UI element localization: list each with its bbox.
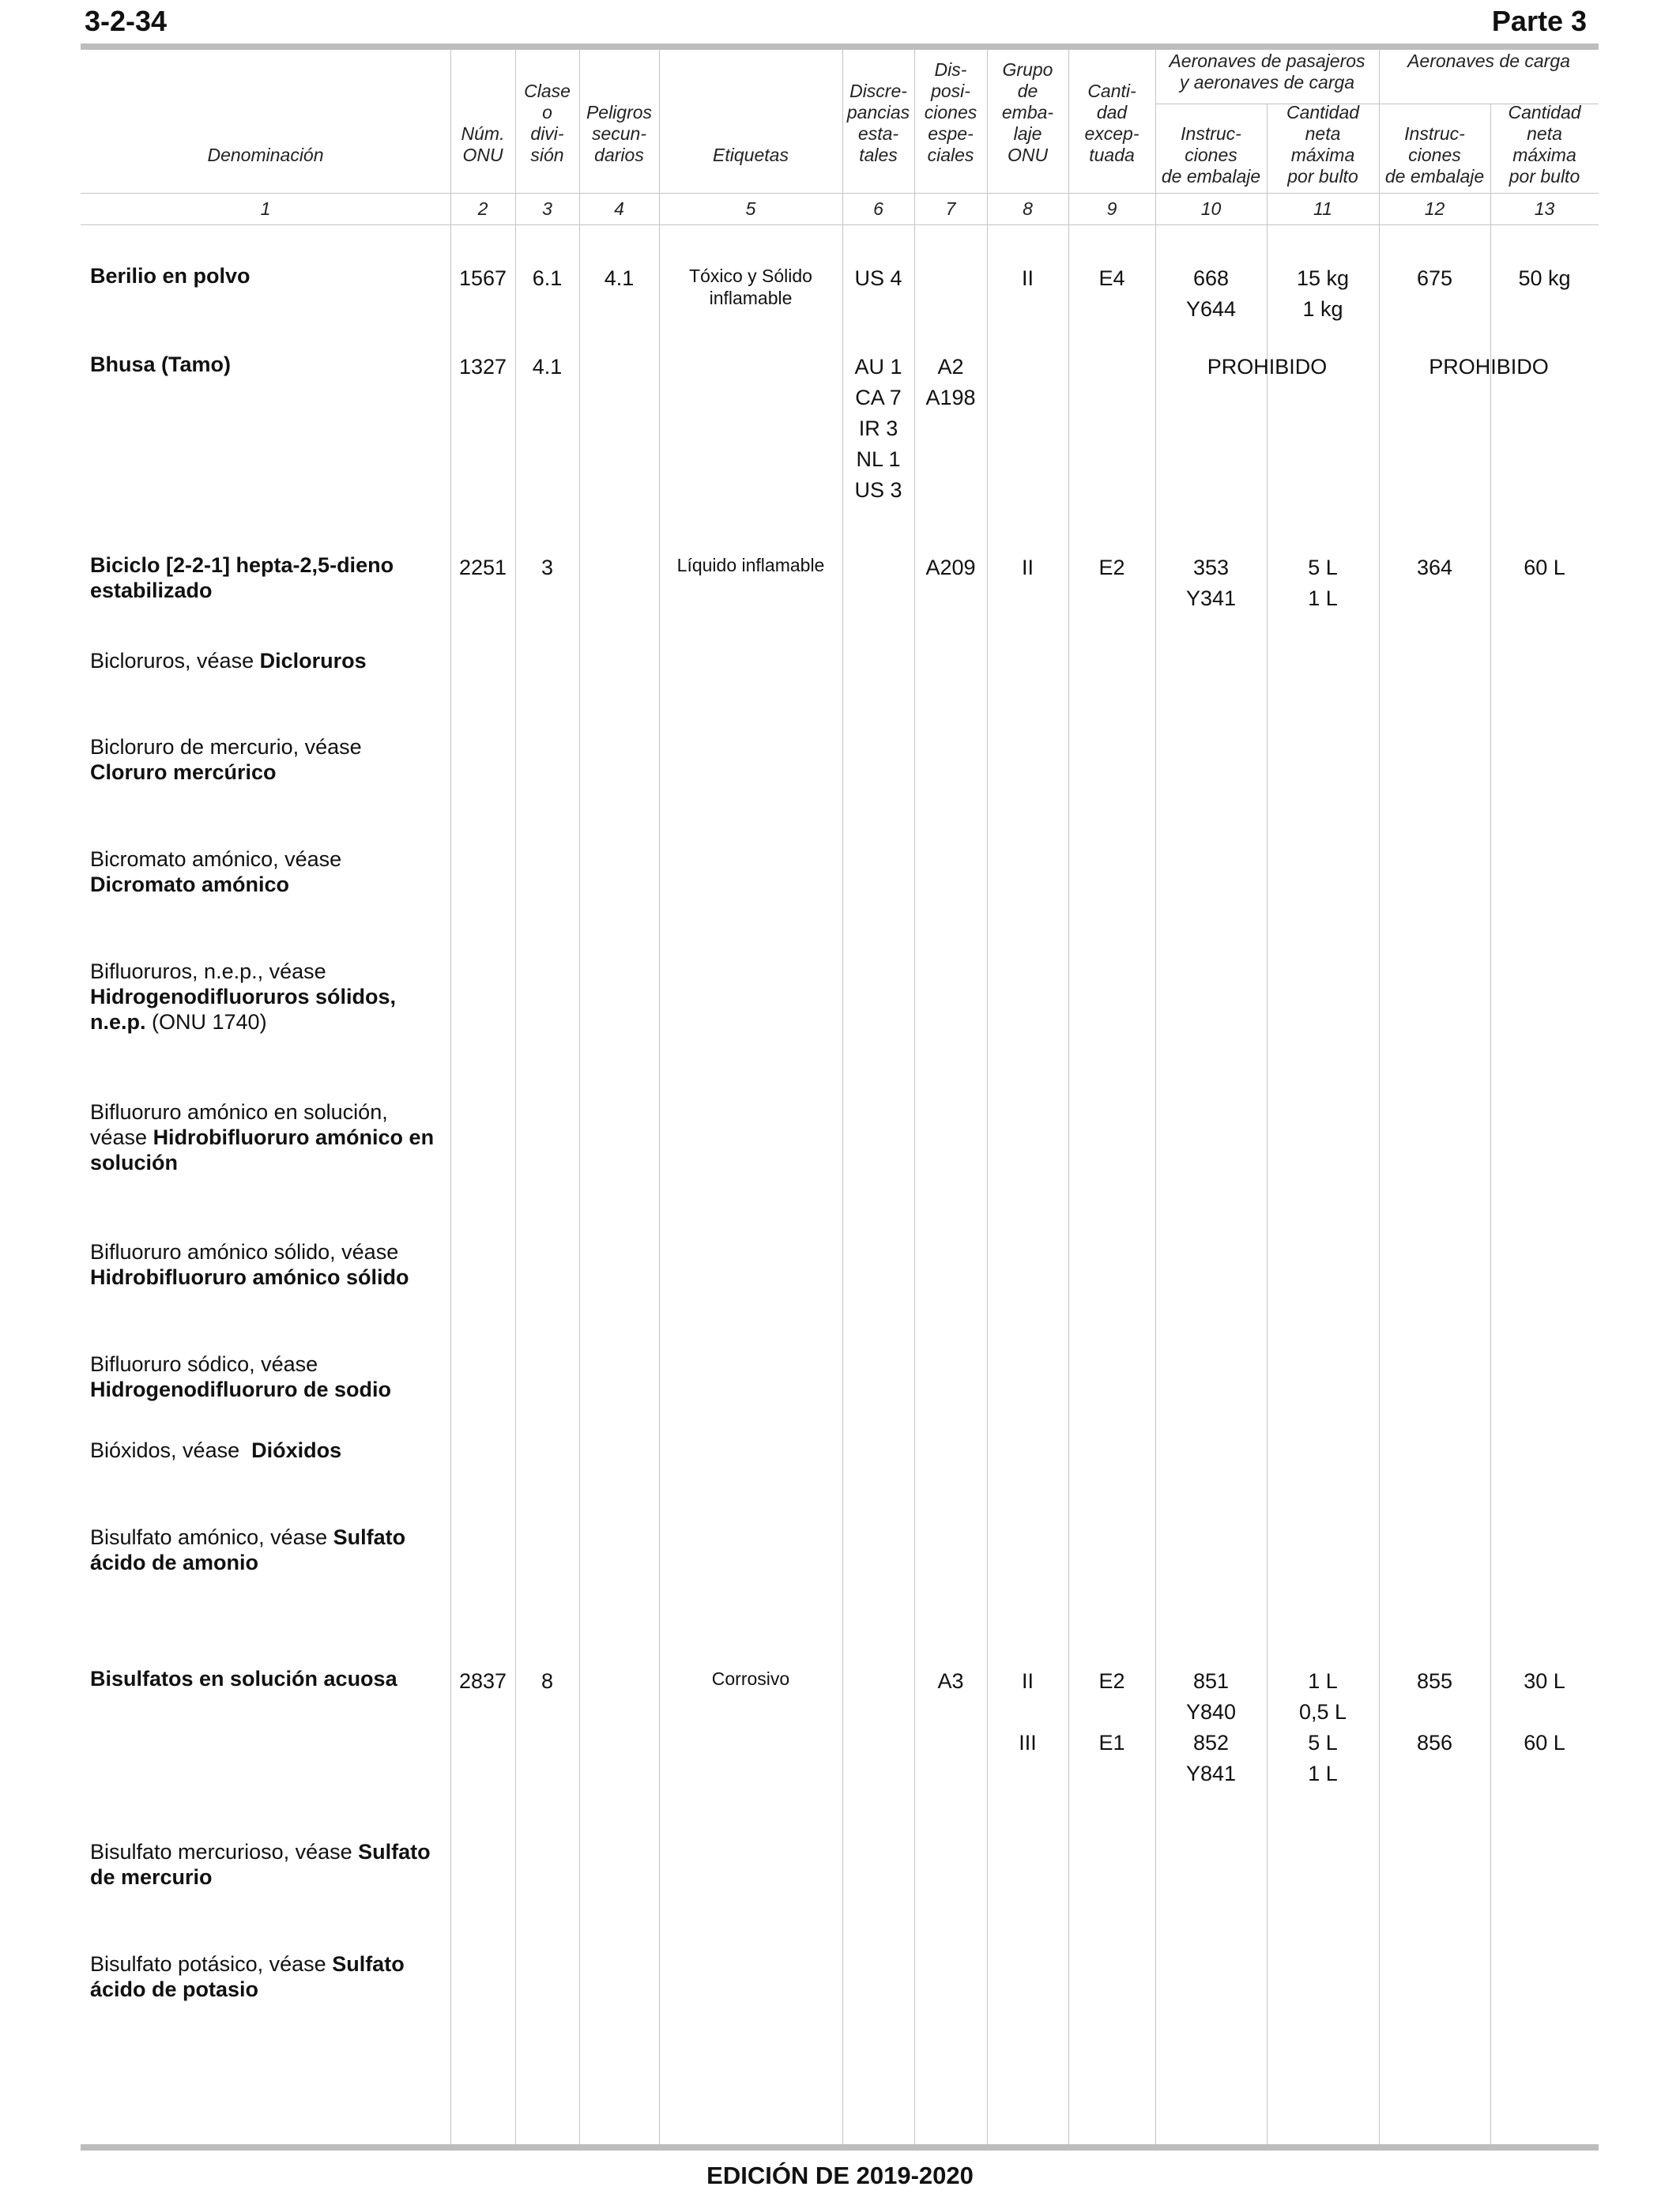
header-line: secun-: [591, 123, 647, 144]
edition-footer: EDICIÓN DE 2019-2020: [706, 2162, 974, 2189]
header-line: ciones: [924, 102, 977, 123]
cell-cantidad-exceptuada: E4: [1098, 266, 1125, 290]
cell-value: [1068, 1697, 1155, 1728]
table-row-name: [90, 959, 450, 1035]
header-grupo: [987, 59, 1068, 166]
cell-value: 855: [1416, 1669, 1453, 1693]
cell-value: 30 L: [1524, 1669, 1565, 1693]
table-row-name: [90, 1438, 450, 1463]
header-line: ciales: [927, 145, 974, 165]
row-reference: Cloruro mercúrico: [90, 760, 277, 784]
cell-instrucciones-pasajeros: [1155, 263, 1267, 325]
header-line: divi-: [530, 123, 564, 144]
row-name-text: Bisulfato potásico, véase: [90, 1952, 333, 1976]
cell-value: 851: [1192, 1669, 1230, 1693]
row-name-text: Bicloruros, véase: [90, 649, 260, 673]
table-row-name: [90, 648, 450, 673]
header-line: ONU: [1007, 145, 1049, 165]
row-reference: Sulfato: [333, 1525, 406, 1549]
row-name-text: Biciclo [2-2-1] hepta-2,5-dieno estabilizado: [90, 553, 394, 602]
cell-value: IR 3: [858, 417, 898, 440]
cell-value: 5 L: [1308, 1731, 1338, 1755]
header-line: Cantidad: [1286, 102, 1360, 123]
header-instrucciones-carga: [1379, 123, 1490, 187]
header-line: neta: [1305, 123, 1341, 144]
column-divider: [659, 50, 660, 2144]
row-reference: ácido de amonio: [90, 1551, 259, 1574]
header-line: por bulto: [1509, 166, 1580, 187]
cell-neta-pasajeros: [1267, 1666, 1379, 1789]
header-line: Cantidad: [1508, 102, 1581, 123]
cell-value: A198: [925, 386, 976, 409]
header-line: máxima: [1512, 145, 1576, 165]
header-instrucciones-pasajeros: [1155, 123, 1267, 187]
cell-neta-pasajeros: [1267, 552, 1379, 614]
column-divider: [579, 50, 580, 2144]
header-line: Núm.: [461, 123, 505, 144]
page-number: 3-2-34: [85, 5, 168, 37]
row-name-text: Bifluoruros, n.e.p., véase: [90, 959, 326, 983]
row-reference: Sulfato: [332, 1952, 405, 1976]
row-reference: Dióxidos: [251, 1438, 342, 1462]
header-line: neta: [1527, 123, 1562, 144]
row-name-suffix: (ONU 1740): [145, 1010, 267, 1034]
table-row-name: [90, 1839, 450, 1890]
cell-prohibido-carga: PROHIBIDO: [1429, 355, 1549, 379]
column-number: 2: [477, 198, 488, 219]
row-reference: Hidrobifluoruro amónico sólido: [90, 1265, 409, 1289]
column-number: 9: [1106, 198, 1117, 219]
header-line: Canti-: [1087, 81, 1136, 101]
dangerous-goods-table: [81, 50, 1599, 2144]
cell-onu: 1327: [458, 355, 507, 379]
cell-etiquetas: Corrosivo: [711, 1668, 790, 1689]
table-row-name: [90, 1525, 450, 1575]
cell-onu: 2837: [458, 1669, 507, 1693]
table-row-name: [90, 1239, 450, 1290]
row-reference: Dicloruros: [259, 649, 367, 673]
row-reference: Sulfato: [358, 1840, 431, 1864]
cell-disposiciones: [914, 352, 987, 413]
cell-instrucciones-carga: 675: [1416, 266, 1453, 290]
column-number: 6: [873, 198, 883, 219]
column-number: 1: [260, 198, 271, 219]
cell-value: E1: [1098, 1731, 1125, 1755]
cell-etiquetas: Líquido inflamable: [676, 555, 825, 575]
column-number: 3: [542, 198, 552, 219]
cell-value: 1 L: [1308, 586, 1338, 610]
header-line: darios: [594, 145, 644, 165]
cell-value: Y644: [1185, 297, 1237, 321]
column-number: 8: [1023, 198, 1033, 219]
cell-disposiciones: A3: [937, 1669, 964, 1693]
cell-discrepancias: US 4: [854, 266, 902, 290]
header-line: de embalaje: [1161, 166, 1261, 187]
row-reference: Dicromato amónico: [90, 873, 290, 896]
header-line: pancias: [846, 102, 910, 123]
cell-onu: 2251: [458, 556, 507, 579]
header-cantidad-neta-carga: [1490, 102, 1599, 187]
row-name-text: Berilio en polvo: [90, 264, 250, 288]
cell-instrucciones-carga: 364: [1416, 556, 1453, 579]
cell-value: CA 7: [855, 386, 902, 409]
row-name-text: Bifluoruro amónico sólido, véase: [90, 1240, 399, 1264]
header-line: ciones: [1408, 145, 1461, 165]
table-row-name: [90, 1099, 450, 1175]
cell-peligros: 4.1: [604, 266, 635, 290]
cell-cantidad-exceptuada: [1068, 1666, 1155, 1759]
header-discrepancias: [842, 81, 914, 166]
row-reference: Hidrobifluoruro amónico en solución: [90, 1125, 435, 1174]
column-number: 11: [1313, 198, 1332, 219]
column-number: 5: [745, 198, 756, 219]
column-number: 4: [614, 198, 624, 219]
header-line: Peligros: [586, 102, 653, 123]
header-peligros: [579, 102, 659, 166]
column-number: 13: [1534, 198, 1555, 219]
cell-value: 353: [1192, 556, 1230, 579]
cell-value: Y341: [1185, 586, 1237, 610]
column-number-divider: [81, 224, 1599, 225]
cell-neta-pasajeros: [1267, 263, 1379, 325]
cell-disposiciones: A209: [925, 556, 976, 579]
cell-clase: 4.1: [532, 355, 563, 379]
cell-value: 1 L: [1308, 1669, 1338, 1693]
header-line: Dis-: [934, 59, 967, 80]
header-line: por bulto: [1287, 166, 1358, 187]
cell-value: 1 L: [1308, 1762, 1338, 1785]
header-disposiciones: [914, 59, 987, 166]
cell-value: 0,5 L: [1298, 1700, 1347, 1724]
row-name-text: Bisulfato amónico, véase: [90, 1525, 333, 1549]
bottom-rule: [81, 2144, 1599, 2151]
cell-value: E2: [1098, 1669, 1125, 1693]
header-line: Aeronaves de pasajeros: [1169, 51, 1365, 71]
header-line: ONU: [462, 145, 503, 165]
header-line: máxima: [1290, 145, 1355, 165]
cell-value: II: [1021, 1669, 1034, 1693]
header-group-pasajeros: [1155, 51, 1379, 93]
cell-value: A2: [937, 355, 964, 379]
cell-value: 5 L: [1308, 556, 1338, 579]
header-divider: [81, 193, 1599, 194]
header-num-onu: [450, 123, 515, 166]
cell-neta-carga: 50 kg: [1518, 266, 1571, 290]
cell-instrucciones-pasajeros: [1155, 1666, 1267, 1789]
cell-grupo: [987, 1666, 1068, 1759]
table-row-name: [90, 352, 450, 377]
cell-value: 852: [1192, 1731, 1230, 1755]
header-line: y aeronaves de carga: [1179, 72, 1355, 92]
header-line: esta-: [857, 123, 899, 144]
column-divider: [987, 50, 988, 2144]
row-name-text: Bicromato amónico, véase: [90, 847, 342, 871]
header-line: espe-: [928, 123, 974, 144]
header-cantidad-neta-pasajeros: [1267, 102, 1379, 187]
table-row-name: [90, 263, 450, 288]
cell-value: 668: [1192, 266, 1230, 290]
row-reference: de mercurio: [90, 1865, 213, 1889]
header-line: dad: [1096, 102, 1128, 123]
row-name-text: Bhusa (Tamo): [90, 352, 232, 376]
header-line: posi-: [931, 81, 970, 101]
table-row-name: [90, 734, 450, 785]
table-row-name: [90, 1351, 450, 1402]
part-label: Parte 3: [1491, 5, 1587, 37]
cell-cantidad-exceptuada: E2: [1098, 556, 1125, 579]
cell-instrucciones-carga: [1379, 1666, 1490, 1759]
table-row-name: [90, 552, 450, 603]
row-name-text: Bicloruro de mercurio, véase: [90, 735, 362, 759]
cell-etiquetas: Tóxico y Sólido inflamable: [689, 266, 812, 308]
header-denominacion: Denominación: [207, 145, 324, 165]
header-group-carga: Aeronaves de carga: [1407, 51, 1570, 71]
cell-grupo: II: [1021, 556, 1034, 579]
cell-value: III: [1019, 1731, 1037, 1755]
header-line: Instruc-: [1181, 123, 1241, 144]
cell-clase: 3: [541, 556, 554, 579]
cell-clase: 8: [541, 1669, 554, 1693]
table-row-name: [90, 846, 450, 897]
row-reference: Hidrogenodifluoruros sólidos, n.e.p.: [90, 985, 396, 1034]
header-line: Clase: [524, 81, 571, 101]
header-line: ciones: [1185, 145, 1237, 165]
header-clase: [515, 81, 579, 166]
column-divider: [1490, 104, 1491, 2144]
row-name-text: Bisulfato mercurioso, véase: [90, 1840, 359, 1864]
header-cantidad-exceptuada: [1068, 81, 1155, 166]
cell-value: 1 kg: [1302, 297, 1343, 321]
column-divider: [1068, 50, 1069, 2144]
column-divider: [1267, 104, 1268, 2144]
header-line: Grupo: [1002, 59, 1053, 80]
cell-value: [1490, 1697, 1599, 1728]
row-reference: ácido de potasio: [90, 1977, 259, 2001]
cell-neta-carga: 60 L: [1524, 556, 1565, 579]
column-number: 12: [1424, 198, 1445, 219]
header-line: sión: [530, 145, 564, 165]
row-reference: Hidrogenodifluoruro de sodio: [90, 1378, 391, 1401]
cell-neta-carga: [1490, 1666, 1599, 1759]
row-name-text: Bifluoruro amónico en solución, véase: [90, 1100, 388, 1149]
cell-value: 15 kg: [1296, 266, 1350, 290]
cell-value: [987, 1697, 1068, 1728]
cell-discrepancias: [842, 352, 914, 506]
cell-grupo: II: [1021, 266, 1034, 290]
cell-instrucciones-pasajeros: [1155, 552, 1267, 614]
header-line: laje: [1013, 123, 1042, 144]
cell-onu: 1567: [458, 266, 507, 290]
cell-value: US 3: [854, 478, 902, 502]
table-row-name: [90, 1951, 450, 2002]
cell-value: 856: [1416, 1731, 1453, 1755]
table-row-name: [90, 1666, 450, 1691]
header-line: tales: [859, 145, 898, 165]
cell-value: [1379, 1697, 1490, 1728]
column-number: 7: [945, 198, 956, 219]
row-name-text: Bióxidos, véase: [90, 1438, 252, 1462]
header-line: emba-: [1001, 102, 1054, 123]
header-line: de embalaje: [1384, 166, 1485, 187]
header-line: Instruc-: [1404, 123, 1465, 144]
header-line: Discre-: [849, 81, 907, 101]
cell-value: AU 1: [854, 355, 902, 379]
cell-value: Y841: [1185, 1762, 1237, 1785]
top-rule: [81, 43, 1599, 50]
header-line: tuada: [1089, 145, 1135, 165]
header-line: excep-: [1084, 123, 1139, 144]
cell-value: 60 L: [1524, 1731, 1565, 1755]
cell-prohibido-pasajeros: PROHIBIDO: [1207, 355, 1328, 379]
header-line: o: [542, 102, 552, 123]
header-etiquetas: Etiquetas: [713, 145, 789, 165]
cell-clase: 6.1: [532, 266, 563, 290]
row-name-text: Bifluoruro sódico, véase: [90, 1352, 318, 1376]
column-number: 10: [1200, 198, 1222, 219]
row-name-text: Bisulfatos en solución acuosa: [90, 1667, 397, 1691]
header-line: de: [1017, 81, 1038, 101]
cell-value: NL 1: [856, 447, 901, 471]
cell-value: Y840: [1185, 1700, 1237, 1724]
